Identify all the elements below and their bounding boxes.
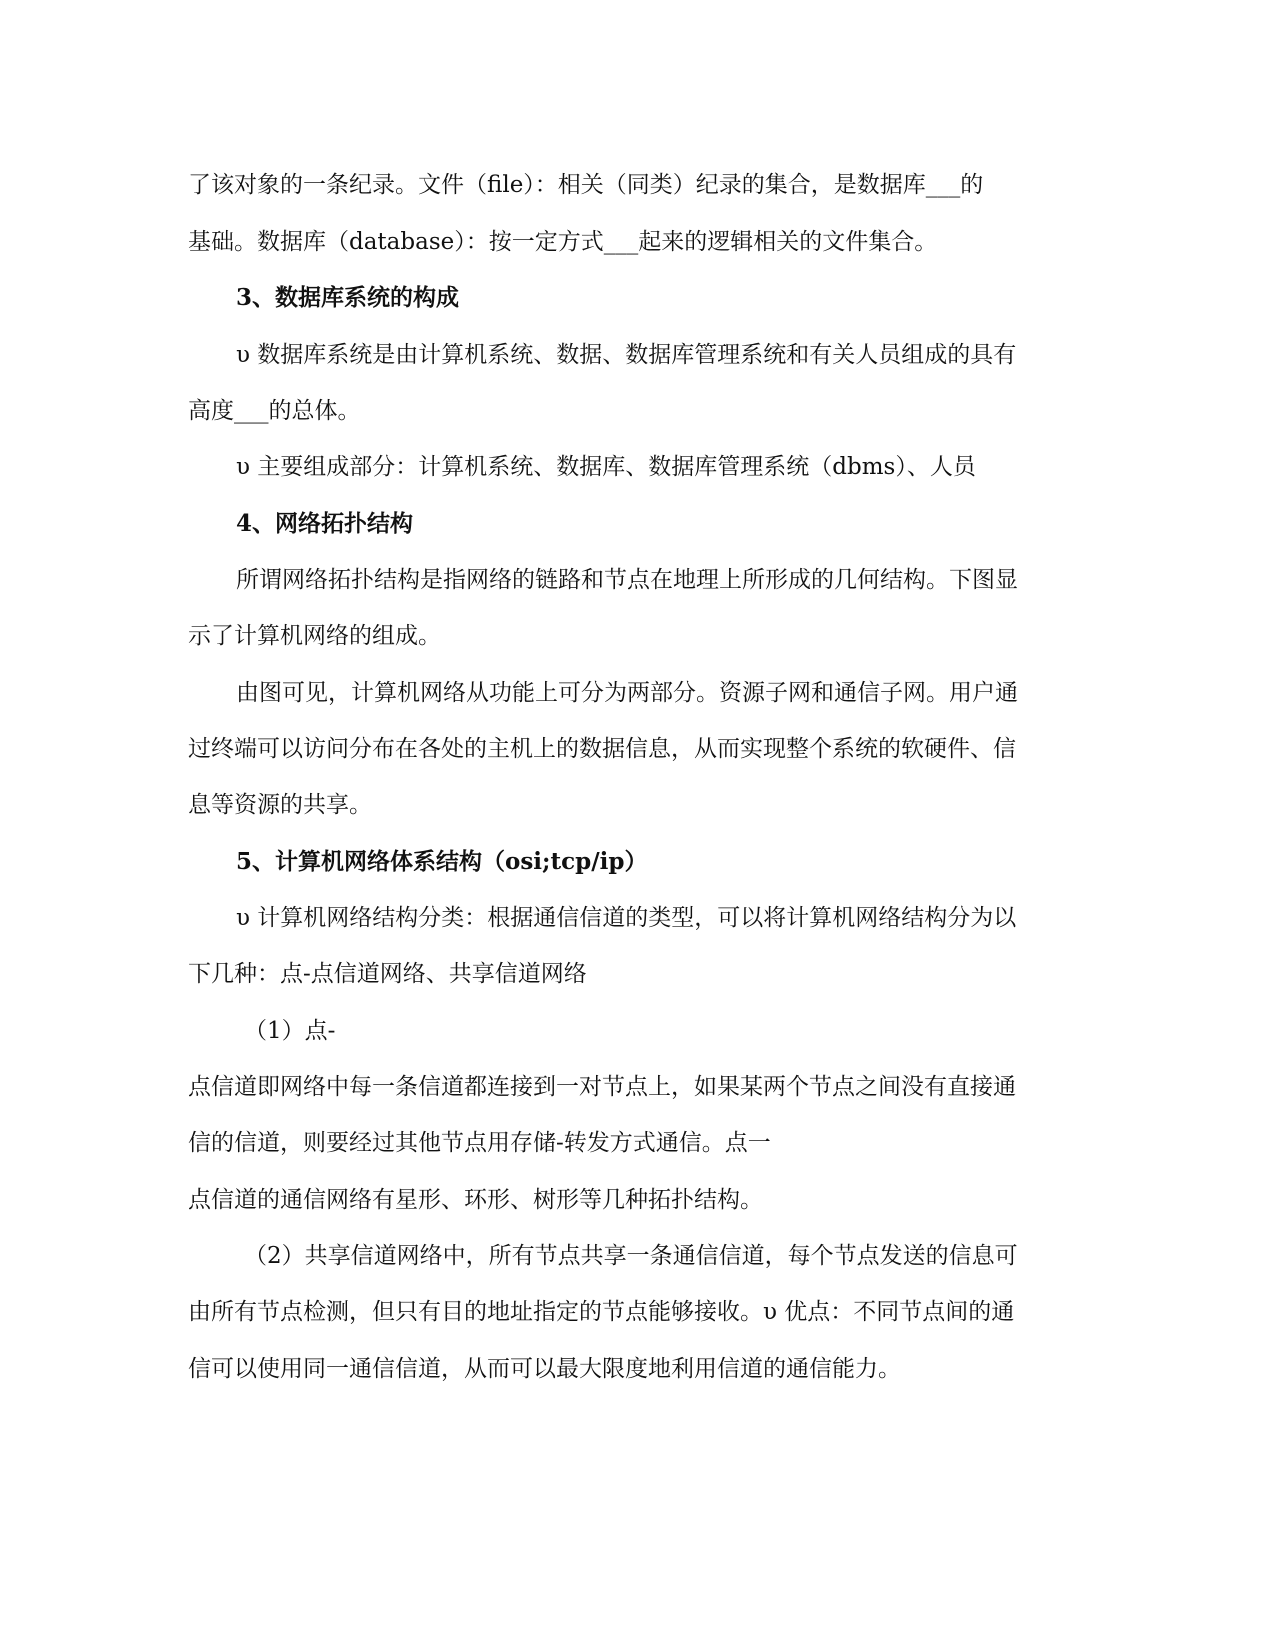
- body-text-line: 过终端可以访问分布在各处的主机上的数据信息，从而实现整个系统的软硬件、信: [188, 736, 1016, 762]
- body-text-line: 由图可见，计算机网络从功能上可分为两部分。资源子网和通信子网。用户通: [236, 680, 1018, 706]
- body-text-line: 息等资源的共享。: [188, 792, 372, 818]
- section-heading: 4、网络拓扑结构: [236, 510, 414, 537]
- body-text-line: 所谓网络拓扑结构是指网络的链路和节点在地理上所形成的几何结构。下图显: [236, 567, 1018, 593]
- body-text-line: 点信道即网络中每一条信道都连接到一对节点上，如果某两个节点之间没有直接通: [188, 1074, 1016, 1100]
- body-text-line: 下几种：点-点信道网络、共享信道网络: [188, 961, 587, 987]
- bullet-text-line: υ 计算机网络结构分类：根据通信信道的类型，可以将计算机网络结构分为以: [236, 905, 1017, 931]
- body-text-line: 由所有节点检测，但只有目的地址指定的节点能够接收。υ 优点：不同节点间的通: [188, 1299, 1015, 1325]
- numbered-item-text: （2）共享信道网络中，所有节点共享一条通信信道，每个节点发送的信息可: [244, 1243, 1018, 1269]
- bullet-text-line: υ 主要组成部分：计算机系统、数据库、数据库管理系统（dbms）、人员: [236, 454, 976, 480]
- section-heading: 5、计算机网络体系结构（osi;tcp/ip）: [236, 848, 648, 875]
- body-text-line: 信可以使用同一通信信道，从而可以最大限度地利用信道的通信能力。: [188, 1356, 901, 1382]
- body-text-line: 基础。数据库（database）：按一定方式___起来的逻辑相关的文件集合。: [188, 229, 938, 255]
- body-text-line: 了该对象的一条纪录。文件（file）：相关（同类）纪录的集合，是数据库___的: [188, 172, 984, 198]
- section-heading: 3、数据库系统的构成: [236, 284, 460, 311]
- bullet-text-line: υ 数据库系统是由计算机系统、数据、数据库管理系统和有关人员组成的具有: [236, 342, 1017, 368]
- body-text-line: 高度___的总体。: [188, 398, 361, 424]
- body-text-line: 示了计算机网络的组成。: [188, 623, 441, 649]
- body-text-line: 信的信道，则要经过其他节点用存储-转发方式通信。点一: [188, 1130, 771, 1156]
- numbered-item-label: （1）点-: [244, 1018, 336, 1044]
- body-text-line: 点信道的通信网络有星形、环形、树形等几种拓扑结构。: [188, 1187, 763, 1213]
